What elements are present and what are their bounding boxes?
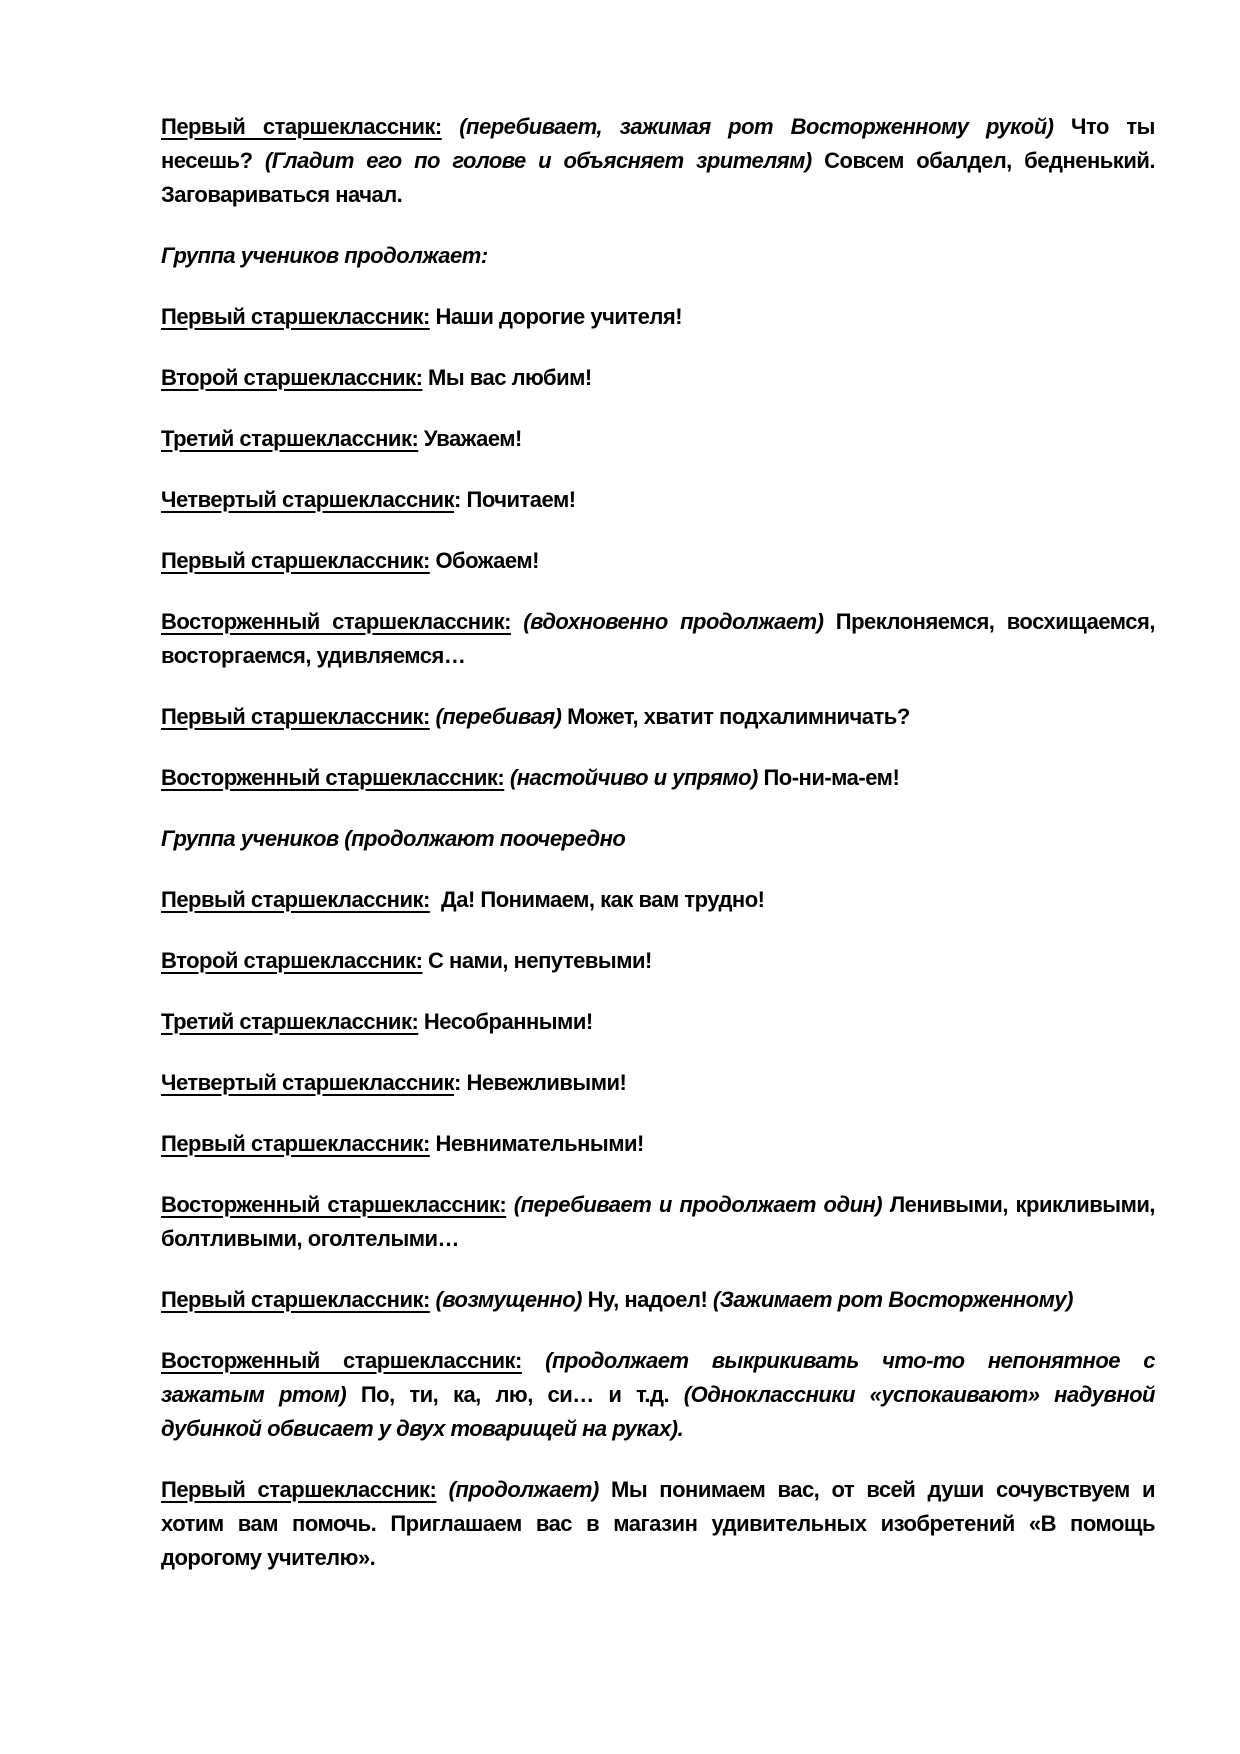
dialogue-text: Преклоняемся, восхищаемся, восторгаемся, удивляемся… (161, 609, 1155, 668)
script-paragraph (161, 361, 1155, 395)
dialogue-text: Что ты несешь? (161, 114, 1155, 173)
stage-direction: Группа учеников (продолжают поочередно (161, 826, 626, 851)
speaker-name: Четвертый старшеклассник (161, 487, 455, 512)
stage-direction: (продолжает) (448, 1477, 599, 1502)
stage-direction: (Зажимает рот Восторженному) (712, 1287, 1073, 1312)
dialogue-text: Почитаем! (466, 487, 576, 512)
dialogue-text: По, ти, ка, лю, си… и т.д. (360, 1382, 670, 1407)
dialogue-text: Ленивыми, крикливыми, болтливыми, оголтелыми… (161, 1192, 1155, 1251)
dialogue-text: Совсем обалдел, бедненький. Заговариваться начал. (161, 148, 1155, 207)
dialogue-text: По-ни-ма-ем! (763, 765, 900, 790)
speaker-name: Восторженный старшеклассник: (161, 765, 505, 790)
dialogue-text: Наши дорогие учителя! (435, 304, 683, 329)
script-paragraph (161, 1188, 1155, 1256)
script-paragraph (161, 1005, 1155, 1039)
script-paragraph (161, 1283, 1155, 1317)
speaker-name: Второй старшеклассник: (161, 365, 423, 390)
page-content (161, 110, 1155, 1575)
stage-direction: (Гладит его по голове и объясняет зрителям) (264, 148, 812, 173)
speaker-name: Третий старшеклассник: (161, 426, 419, 451)
stage-direction: (перебивает и продолжает один) (513, 1192, 883, 1217)
script-paragraph (161, 822, 1155, 856)
dialogue-text: Мы вас любим! (428, 365, 592, 390)
speaker-name: Первый старшеклассник: (161, 304, 430, 329)
script-paragraph (161, 1473, 1155, 1575)
stage-direction: (настойчиво и упрямо) (509, 765, 758, 790)
speaker-colon: : (454, 1070, 461, 1095)
speaker-name: Первый старшеклассник: (161, 114, 442, 139)
script-paragraph (161, 1127, 1155, 1161)
dialogue-text: Невнимательными! (435, 1131, 644, 1156)
stage-direction: (перебивает, зажимая рот Восторженному рукой) (459, 114, 1054, 139)
script-paragraph (161, 300, 1155, 334)
speaker-name: Первый старшеклассник: (161, 1287, 430, 1312)
stage-direction: (Одноклассники «успокаивают» надувной дубинкой обвисает у двух товарищей на руках). (161, 1382, 1155, 1441)
speaker-name: Первый старшеклассник: (161, 887, 430, 912)
speaker-name: Четвертый старшеклассник (161, 1070, 455, 1095)
stage-direction: (вдохновенно продолжает) (523, 609, 824, 634)
dialogue-text: Уважаем! (423, 426, 522, 451)
script-paragraph (161, 483, 1155, 517)
script-paragraph (161, 700, 1155, 734)
dialogue-text: Обожаем! (435, 548, 539, 573)
speaker-name: Первый старшеклассник: (161, 704, 430, 729)
script-paragraph (161, 761, 1155, 795)
dialogue-text: Да! Понимаем, как вам трудно! (435, 887, 765, 912)
speaker-name: Первый старшеклассник: (161, 1131, 430, 1156)
dialogue-text: Ну, надоел! (587, 1287, 708, 1312)
speaker-name: Второй старшеклассник: (161, 948, 423, 973)
dialogue-text: С нами, непутевыми! (428, 948, 652, 973)
speaker-name: Восторженный старшеклассник: (161, 1192, 507, 1217)
script-paragraph (161, 422, 1155, 456)
speaker-name: Первый старшеклассник: (161, 1477, 437, 1502)
script-paragraph (161, 944, 1155, 978)
script-paragraph (161, 1066, 1155, 1100)
speaker-name: Восторженный старшеклассник: (161, 1348, 522, 1373)
stage-direction: Группа учеников продолжает: (161, 243, 488, 268)
speaker-name: Восторженный старшеклассник: (161, 609, 511, 634)
script-paragraph (161, 605, 1155, 673)
script-paragraph (161, 239, 1155, 273)
stage-direction: (продолжает выкрикивать что-то непонятное с зажатым ртом) (161, 1348, 1155, 1407)
stage-direction: (перебивая) (435, 704, 562, 729)
dialogue-text: Может, хватит подхалимничать? (567, 704, 910, 729)
script-paragraph (161, 1344, 1155, 1446)
speaker-name: Третий старшеклассник: (161, 1009, 419, 1034)
dialogue-text: Невежливыми! (466, 1070, 627, 1095)
script-paragraph (161, 110, 1155, 212)
stage-direction: (возмущенно) (435, 1287, 582, 1312)
dialogue-text: Несобранными! (423, 1009, 593, 1034)
dialogue-text: Мы понимаем вас, от всей души сочувствуем и хотим вам помочь. Приглашаем вас в магазин удивительных изобретений «В помощь дорогому учителю». (161, 1477, 1155, 1570)
script-paragraph (161, 544, 1155, 578)
speaker-name: Первый старшеклассник: (161, 548, 430, 573)
speaker-colon: : (454, 487, 461, 512)
script-paragraph (161, 883, 1155, 917)
